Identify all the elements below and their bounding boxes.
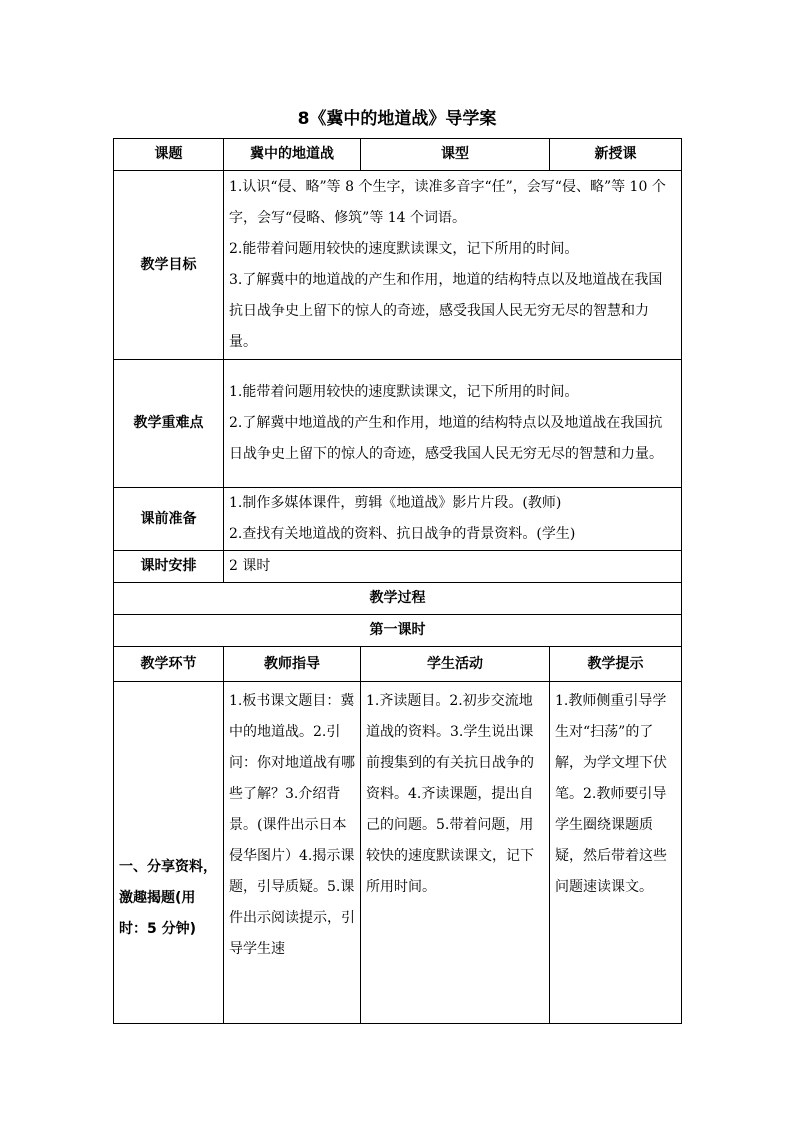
keypoints-label: 教学重难点	[114, 360, 224, 488]
col-teacher: 教师指导	[224, 647, 361, 682]
hours-value: 2 课时	[224, 551, 682, 583]
prep-item: 2.查找有关地道战的资料、抗日战争的背景资料。(学生)	[229, 526, 576, 542]
goals-content	[224, 171, 682, 360]
keypoint-item: 2.了解冀中地道战的产生和作用，地道的结构特点以及地道战在我国抗日战争史上留下的惊人的奇迹，感受我国人民无穷无尽的智慧和力量。	[229, 415, 663, 462]
prep-content	[224, 488, 682, 551]
lesson-heading-row	[114, 615, 682, 647]
prep-row	[114, 488, 682, 551]
document-title: 8《冀中的地道战》导学案	[297, 109, 497, 129]
goal-item: 2.能带着问题用较快的速度默读课文，记下所用的时间。	[229, 241, 579, 257]
hours-row	[114, 551, 682, 583]
type-value: 新授课	[550, 139, 682, 171]
stage-name: 一、分享资料，激趣揭题(用时：5 分钟)	[114, 682, 224, 1024]
prep-item: 1.制作多媒体课件，剪辑《地道战》影片片段。(教师)	[229, 495, 562, 511]
teaching-tips: 1.教师侧重引导学生对“扫荡”的了解，为学文埋下伏笔。2.教师要引导学生圈绕课题质疑，然后带着这些问题速读课文。	[550, 682, 682, 1024]
process-heading: 教学过程	[114, 583, 682, 615]
goals-row	[114, 171, 682, 360]
stage-row	[114, 682, 682, 1024]
lesson-plan-table	[113, 138, 682, 1024]
col-tips: 教学提示	[550, 647, 682, 682]
goals-label: 教学目标	[114, 171, 224, 360]
hours-label: 课时安排	[114, 551, 224, 583]
topic-value: 冀中的地道战	[224, 139, 361, 171]
process-heading-row	[114, 583, 682, 615]
prep-label: 课前准备	[114, 488, 224, 551]
topic-row	[114, 139, 682, 171]
goal-item: 1.认识“侵、略”等 8 个生字，读准多音字“任”，会写“侵、略”等 10 个字，会写“侵略、修筑”等 14 个词语。	[229, 179, 666, 226]
keypoints-row	[114, 360, 682, 488]
type-label: 课型	[361, 139, 550, 171]
lesson-heading: 第一课时	[114, 615, 682, 647]
goal-item: 3.了解冀中的地道战的产生和作用，地道的结构特点以及地道战在我国抗日战争史上留下的惊人的奇迹，感受我国人民无穷无尽的智慧和力量。	[229, 272, 663, 350]
col-student: 学生活动	[361, 647, 550, 682]
student-activity: 1.齐读题目。2.初步交流地道战的资料。3.学生说出课前搜集到的有关抗日战争的资料。4.齐读课题，提出自己的问题。5.带着问题，用较快的速度默读课文，记下所用时间。	[361, 682, 550, 1024]
process-header-row	[114, 647, 682, 682]
topic-label: 课题	[114, 139, 224, 171]
col-stage: 教学环节	[114, 647, 224, 682]
keypoints-content	[224, 360, 682, 488]
teacher-guidance: 1.板书课文题目：冀中的地道战。2.引问：你对地道战有哪些了解？3.介绍背景。(课件出示日本侵华图片）4.揭示课题，引导质疑。5.课件出示阅读提示，引导学生速	[224, 682, 361, 1024]
keypoint-item: 1.能带着问题用较快的速度默读课文，记下所用的时间。	[229, 384, 579, 400]
